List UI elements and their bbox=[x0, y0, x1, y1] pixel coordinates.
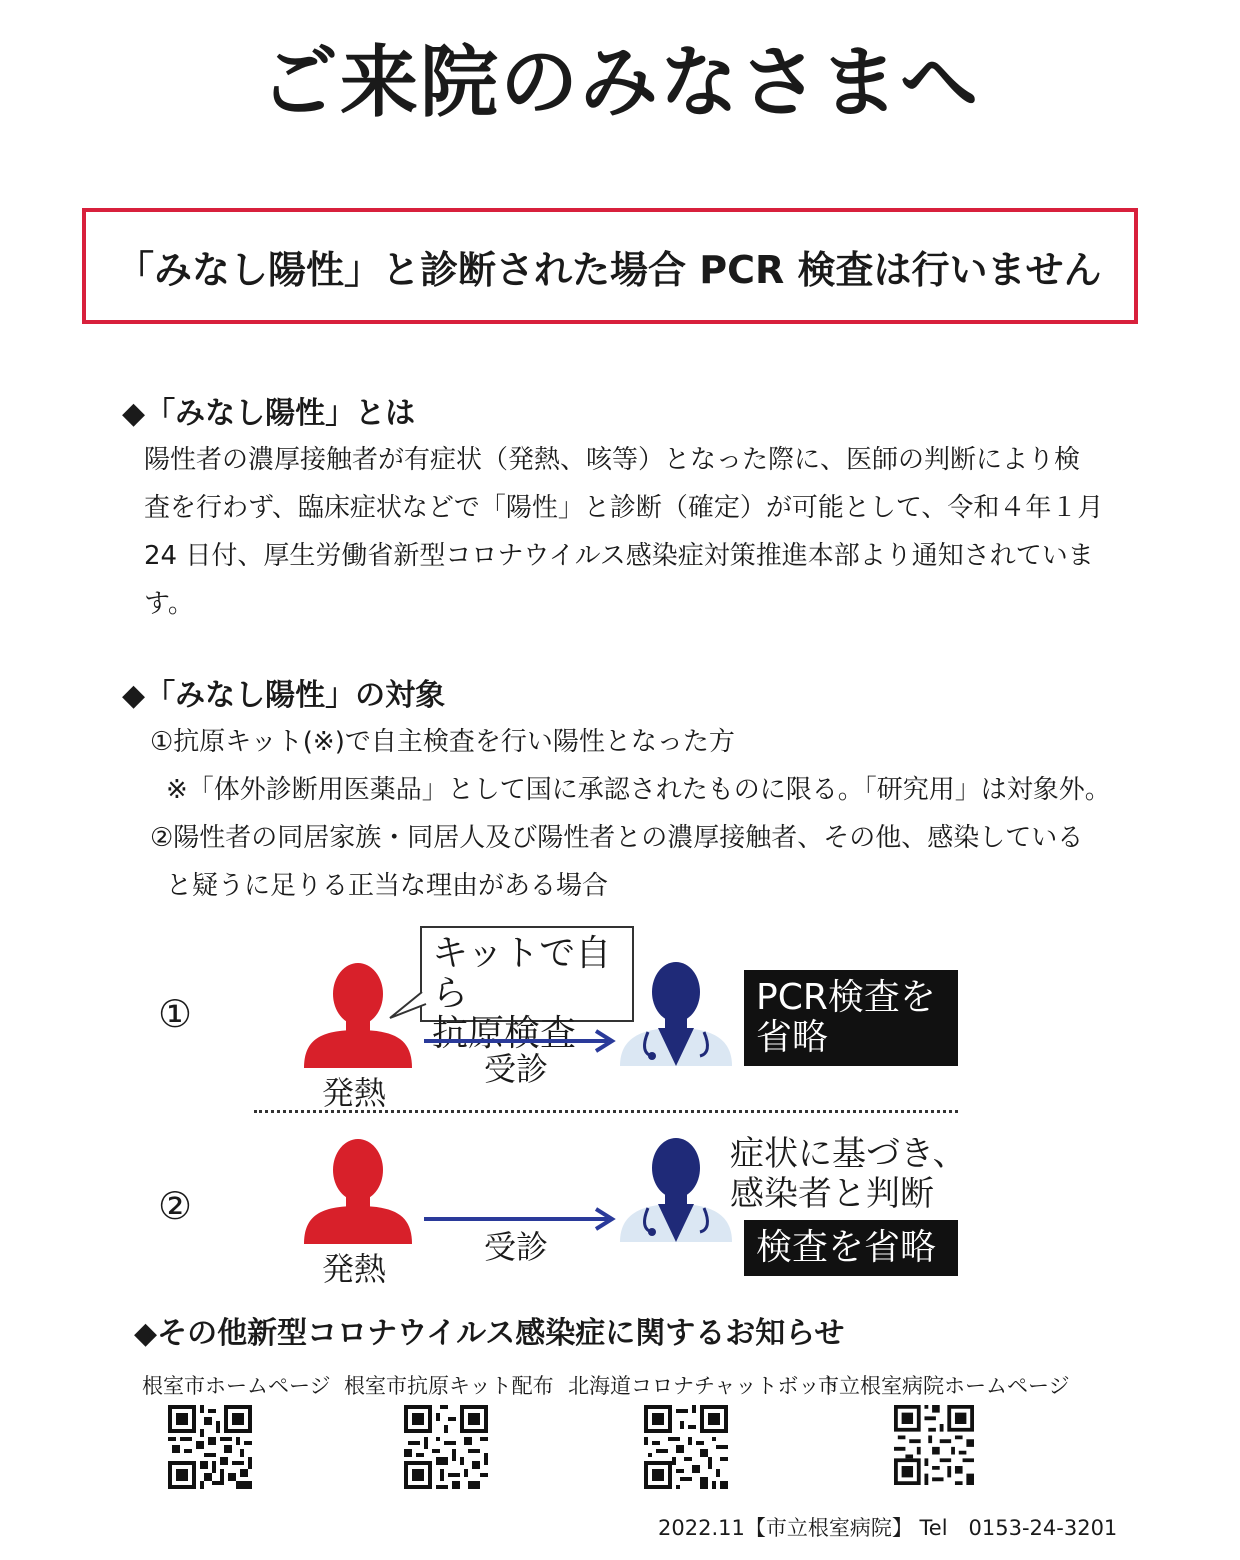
speech-bubble bbox=[420, 926, 634, 1054]
divider bbox=[254, 1110, 958, 1113]
definition-line: 陽性者の濃厚接触者が有症状（発熱、咳等）となった際に、医師の判断により検 bbox=[144, 445, 1081, 475]
visit-label: 受診 bbox=[484, 1228, 549, 1266]
notice-box bbox=[82, 208, 1138, 324]
footer-contact: 2022.11【市立根室病院】 Tel 0153-24-3201 bbox=[658, 1516, 1118, 1540]
test-skip-box: 検査を省略 bbox=[744, 1220, 958, 1276]
qr-label-hospital-homepage: 市立根室病院ホームページ bbox=[818, 1374, 1070, 1398]
speech-line: キットで自ら bbox=[432, 933, 612, 1014]
speech-tail-icon bbox=[388, 990, 428, 1020]
target-item-2: ②陽性者の同居家族・同居人及び陽性者との濃厚接触者、その他、感染している bbox=[150, 823, 1084, 853]
qr-label-city-homepage: 根室市ホームページ bbox=[142, 1374, 331, 1398]
flow-diagram bbox=[150, 920, 970, 1300]
qr-code-icon[interactable] bbox=[168, 1405, 252, 1489]
result-line: 省略 bbox=[756, 1017, 829, 1058]
patient-label: 発熱 bbox=[322, 1074, 387, 1112]
patient-icon bbox=[302, 1132, 414, 1244]
qr-code-icon[interactable] bbox=[404, 1405, 488, 1489]
section-heading-info: ◆その他新型コロナウイルス感染症に関するお知らせ bbox=[134, 1316, 845, 1351]
judgement-line: 感染者と判断 bbox=[730, 1174, 934, 1214]
definition-line: 24 日付、厚生労働省新型コロナウイルス感染症対策推進本部より通知されていま bbox=[144, 541, 1094, 571]
row1-number: ① bbox=[158, 992, 193, 1036]
notice-text: 「みなし陽性」と診断された場合 PCR 検査は行いません bbox=[116, 247, 1102, 292]
section-heading-target: ◆「みなし陽性」の対象 bbox=[122, 678, 446, 713]
target-note: ※「体外診断用医薬品」として国に承認されたものに限る。「研究用」は対象外。 bbox=[166, 775, 1111, 805]
pcr-skip-box bbox=[744, 970, 958, 1066]
section-heading-definition: ◆「みなし陽性」とは bbox=[122, 396, 416, 431]
definition-line: す。 bbox=[144, 589, 194, 619]
result-line: PCR検査を bbox=[756, 977, 936, 1018]
row2-number: ② bbox=[158, 1184, 193, 1228]
speech-line: 抗原検査 bbox=[432, 1013, 577, 1054]
target-item-2-cont: と疑うに足りる正当な理由がある場合 bbox=[166, 871, 609, 901]
qr-label-chatbot: 北海道コロナチャットボット bbox=[568, 1374, 841, 1398]
definition-line: 査を行わず、臨床症状などで「陽性」と診断（確定）が可能として、令和４年１月 bbox=[144, 493, 1104, 523]
visit-label: 受診 bbox=[484, 1050, 549, 1088]
definition-paragraph bbox=[144, 436, 1124, 628]
qr-code-icon[interactable] bbox=[644, 1405, 728, 1489]
doctor-icon bbox=[618, 1134, 734, 1242]
qr-code-icon[interactable] bbox=[894, 1405, 974, 1485]
judgement-line: 症状に基づき、 bbox=[730, 1134, 967, 1174]
patient-label: 発熱 bbox=[322, 1250, 387, 1288]
qr-label-antigen-kit: 根室市抗原キット配布 bbox=[344, 1374, 554, 1398]
target-item-1: ①抗原キット(※)で自主検査を行い陽性となった方 bbox=[150, 727, 735, 757]
judgement-text bbox=[730, 1134, 967, 1214]
page-title: ご来院のみなさまへ bbox=[259, 38, 980, 128]
doctor-icon bbox=[618, 958, 734, 1066]
